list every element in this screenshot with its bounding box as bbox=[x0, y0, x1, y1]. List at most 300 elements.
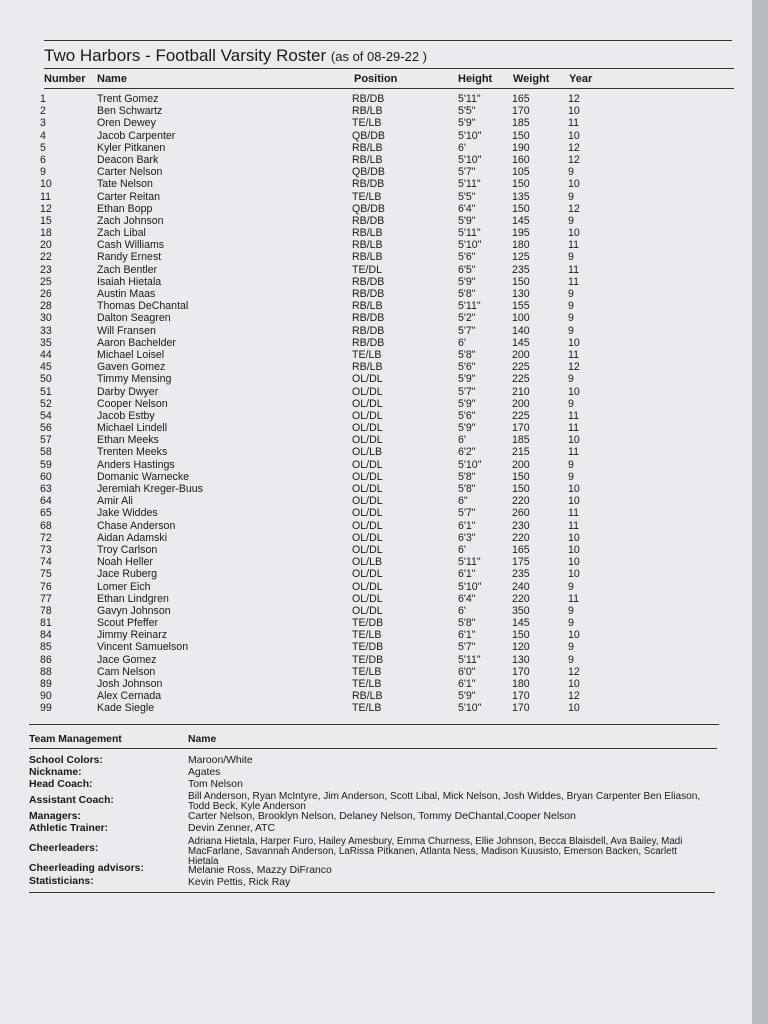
player-number: 63 bbox=[40, 483, 52, 495]
player-year: 9 bbox=[568, 580, 574, 593]
player-year: 12 bbox=[568, 93, 580, 105]
player-name: Jace Ruberg bbox=[97, 568, 158, 581]
player-number: 77 bbox=[40, 592, 52, 605]
player-height: 6' bbox=[458, 336, 466, 349]
player-name: Jimmy Reinarz bbox=[97, 629, 168, 642]
player-position: RB/LB bbox=[352, 690, 383, 703]
player-year: 10 bbox=[568, 129, 580, 142]
roster-row bbox=[40, 495, 680, 507]
roster-row bbox=[40, 434, 680, 446]
roster-row bbox=[40, 702, 680, 714]
player-weight: 130 bbox=[512, 653, 530, 666]
player-weight: 195 bbox=[512, 227, 530, 240]
player-number: 52 bbox=[40, 397, 52, 410]
player-weight: 155 bbox=[512, 300, 530, 313]
statisticians-label: Statisticians: bbox=[29, 876, 94, 887]
player-year: 9 bbox=[568, 653, 574, 666]
player-weight: 225 bbox=[512, 409, 530, 422]
player-weight: 200 bbox=[512, 458, 530, 471]
assistant-coach-label: Assistant Coach: bbox=[29, 795, 114, 806]
management-header-name: Name bbox=[188, 734, 217, 745]
player-weight: 145 bbox=[512, 617, 530, 630]
roster-row bbox=[40, 410, 680, 422]
roster-row bbox=[40, 398, 680, 410]
roster-row bbox=[40, 544, 680, 556]
player-weight: 150 bbox=[512, 483, 530, 495]
player-number: 75 bbox=[40, 568, 52, 581]
player-number: 72 bbox=[40, 531, 52, 544]
roster-row bbox=[40, 617, 680, 629]
player-position: OL/DL bbox=[352, 385, 383, 398]
player-height: 5'6" bbox=[458, 251, 476, 264]
player-weight: 170 bbox=[512, 665, 530, 678]
roster-end-rule bbox=[29, 724, 719, 725]
player-height: 5'6" bbox=[458, 409, 476, 422]
header-name: Name bbox=[97, 73, 127, 85]
player-position: OL/DL bbox=[352, 397, 383, 410]
player-weight: 120 bbox=[512, 641, 530, 654]
player-year: 11 bbox=[568, 446, 579, 459]
player-height: 6' bbox=[458, 604, 466, 617]
player-position: OL/DL bbox=[352, 409, 383, 422]
roster-row bbox=[40, 288, 680, 300]
player-height: 5'9" bbox=[458, 117, 476, 130]
player-name: Carter Reitan bbox=[97, 190, 160, 203]
player-height: 5'7" bbox=[458, 324, 476, 337]
player-weight: 185 bbox=[512, 117, 530, 130]
player-name: Ethan Meeks bbox=[97, 434, 159, 447]
player-weight: 150 bbox=[512, 178, 530, 191]
player-weight: 150 bbox=[512, 202, 530, 215]
player-position: RB/DB bbox=[352, 324, 385, 337]
player-height: 5'5" bbox=[458, 190, 476, 203]
player-position: OL/DL bbox=[352, 568, 383, 581]
roster-row bbox=[40, 654, 680, 666]
player-number: 20 bbox=[40, 239, 52, 252]
roster-row bbox=[40, 349, 680, 361]
player-height: 6'1" bbox=[458, 519, 476, 532]
school-colors-value: Maroon/White bbox=[188, 755, 253, 766]
player-name: Deacon Bark bbox=[97, 153, 159, 166]
roster-row bbox=[40, 361, 680, 373]
player-position: RB/DB bbox=[352, 178, 385, 191]
header-number: Number bbox=[44, 73, 86, 85]
player-weight: 240 bbox=[512, 580, 530, 593]
player-year: 9 bbox=[568, 617, 574, 630]
player-number: 58 bbox=[40, 446, 52, 459]
player-year: 9 bbox=[568, 312, 574, 325]
player-number: 65 bbox=[40, 507, 52, 520]
player-position: RB/LB bbox=[352, 141, 383, 154]
player-height: 6'1" bbox=[458, 629, 476, 642]
player-position: RB/LB bbox=[352, 239, 383, 252]
roster-table bbox=[40, 93, 680, 715]
player-year: 11 bbox=[568, 275, 579, 288]
player-weight: 350 bbox=[512, 604, 530, 617]
player-position: TE/LB bbox=[352, 665, 382, 678]
player-weight: 130 bbox=[512, 288, 530, 300]
page-edge bbox=[752, 0, 768, 1024]
player-position: RB/DB bbox=[352, 214, 385, 227]
player-name: Jacob Carpenter bbox=[97, 129, 176, 142]
player-number: 10 bbox=[40, 178, 52, 191]
roster-row bbox=[40, 581, 680, 593]
player-height: 5'9" bbox=[458, 373, 476, 386]
head-coach-value: Tom Nelson bbox=[188, 779, 243, 790]
player-height: 5'8" bbox=[458, 470, 476, 483]
roster-row bbox=[40, 532, 680, 544]
player-height: 6'1" bbox=[458, 678, 476, 690]
player-height: 5'11" bbox=[458, 227, 481, 240]
roster-row bbox=[40, 507, 680, 519]
roster-row bbox=[40, 520, 680, 532]
player-position: OL/DL bbox=[352, 531, 383, 544]
player-number: 57 bbox=[40, 434, 52, 447]
header-weight: Weight bbox=[513, 73, 550, 85]
player-height: 5'10" bbox=[458, 129, 482, 142]
player-position: RB/DB bbox=[352, 93, 385, 105]
player-number: 2 bbox=[40, 105, 46, 118]
player-year: 10 bbox=[568, 678, 580, 690]
player-weight: 165 bbox=[512, 543, 530, 556]
player-weight: 125 bbox=[512, 251, 530, 264]
player-position: TE/DB bbox=[352, 617, 384, 630]
header-year: Year bbox=[569, 73, 593, 85]
player-year: 11 bbox=[568, 409, 579, 422]
player-weight: 150 bbox=[512, 629, 530, 642]
player-position: RB/LB bbox=[352, 300, 383, 313]
player-name: Isaiah Hietala bbox=[97, 275, 162, 288]
player-number: 26 bbox=[40, 288, 52, 300]
player-position: RB/LB bbox=[352, 227, 383, 240]
roster-row bbox=[40, 191, 680, 203]
player-name: Will Fransen bbox=[97, 324, 156, 337]
player-number: 84 bbox=[40, 629, 52, 642]
player-height: 6' bbox=[458, 434, 466, 447]
player-weight: 260 bbox=[512, 507, 530, 520]
player-weight: 215 bbox=[512, 446, 530, 459]
player-year: 12 bbox=[568, 141, 580, 154]
management-header-label: Team Management bbox=[29, 734, 122, 745]
player-weight: 165 bbox=[512, 93, 530, 105]
player-position: TE/LB bbox=[352, 702, 382, 715]
player-number: 81 bbox=[40, 617, 52, 630]
player-name: Alex Cernada bbox=[97, 690, 162, 703]
player-year: 9 bbox=[568, 397, 574, 410]
player-year: 10 bbox=[568, 227, 580, 240]
player-name: Chase Anderson bbox=[97, 519, 176, 532]
management-rule bbox=[29, 748, 717, 749]
player-year: 10 bbox=[568, 556, 580, 569]
managers-label: Managers: bbox=[29, 811, 81, 822]
player-weight: 145 bbox=[512, 214, 530, 227]
player-number: 74 bbox=[40, 556, 52, 569]
roster-row bbox=[40, 215, 680, 227]
player-year: 10 bbox=[568, 495, 580, 508]
player-position: OL/DL bbox=[352, 519, 383, 532]
player-year: 11 bbox=[568, 507, 579, 520]
roster-row bbox=[40, 641, 680, 653]
cheer-advisors-label: Cheerleading advisors: bbox=[29, 863, 144, 874]
player-position: OL/DL bbox=[352, 580, 383, 593]
player-number: 1 bbox=[40, 93, 46, 105]
player-position: RB/LB bbox=[352, 153, 383, 166]
roster-row bbox=[40, 130, 680, 142]
roster-row bbox=[40, 325, 680, 337]
roster-row bbox=[40, 312, 680, 324]
player-position: QB/DB bbox=[352, 166, 385, 179]
roster-row bbox=[40, 276, 680, 288]
player-position: RB/LB bbox=[352, 251, 383, 264]
roster-row bbox=[40, 227, 680, 239]
assistant-coach-line-2: Todd Beck, Kyle Anderson bbox=[188, 801, 306, 812]
player-year: 10 bbox=[568, 543, 580, 556]
player-position: QB/DB bbox=[352, 202, 385, 215]
assistant-coach-line-1: Bill Anderson, Ryan McIntyre, Jim Anderson, Scott Libal, Mick Nelson, Josh Widdes, Bryan Carpenter Ben Eliason, bbox=[188, 791, 701, 802]
player-weight: 235 bbox=[512, 568, 530, 581]
player-weight: 170 bbox=[512, 422, 530, 435]
player-number: 45 bbox=[40, 361, 52, 374]
player-year: 10 bbox=[568, 105, 580, 118]
player-name: Kade Siegle bbox=[97, 702, 155, 715]
player-height: 5'8" bbox=[458, 483, 476, 495]
roster-row bbox=[40, 556, 680, 568]
player-position: OL/DL bbox=[352, 434, 383, 447]
roster-row bbox=[40, 93, 680, 105]
player-number: 44 bbox=[40, 348, 52, 361]
cheerleaders-line-2: MacFarlane, Savannah Anderson, LaRissa Pitkanen, Atlanta Ness, Madison Kuusisto, Emerson Backen, Scarlett bbox=[188, 846, 678, 857]
player-weight: 150 bbox=[512, 275, 530, 288]
player-number: 78 bbox=[40, 604, 52, 617]
player-weight: 175 bbox=[512, 556, 530, 569]
player-position: RB/LB bbox=[352, 105, 383, 118]
player-year: 11 bbox=[568, 592, 579, 605]
player-weight: 100 bbox=[512, 312, 530, 325]
player-year: 9 bbox=[568, 190, 574, 203]
player-name: Gavyn Johnson bbox=[97, 604, 171, 617]
player-weight: 235 bbox=[512, 263, 530, 276]
player-height: 5'9" bbox=[458, 422, 476, 435]
roster-row bbox=[40, 568, 680, 580]
managers-value: Carter Nelson, Brooklyn Nelson, Delaney Nelson, Tommy DeChantal,Cooper Nelson bbox=[188, 811, 576, 822]
player-year: 10 bbox=[568, 629, 580, 642]
player-number: 4 bbox=[40, 129, 46, 142]
player-position: QB/DB bbox=[352, 129, 385, 142]
roster-row bbox=[40, 373, 680, 385]
roster-row bbox=[40, 142, 680, 154]
player-position: OL/DL bbox=[352, 373, 383, 386]
player-number: 76 bbox=[40, 580, 52, 593]
player-year: 10 bbox=[568, 434, 580, 447]
player-position: OL/DL bbox=[352, 470, 383, 483]
player-name: Domanic Warnecke bbox=[97, 470, 190, 483]
player-weight: 220 bbox=[512, 531, 530, 544]
roster-row bbox=[40, 483, 680, 495]
player-year: 10 bbox=[568, 483, 580, 495]
athletic-trainer-label: Athletic Trainer: bbox=[29, 823, 109, 834]
player-year: 9 bbox=[568, 373, 574, 386]
player-weight: 230 bbox=[512, 519, 530, 532]
player-number: 25 bbox=[40, 275, 52, 288]
roster-row bbox=[40, 239, 680, 251]
player-year: 9 bbox=[568, 641, 574, 654]
cheerleaders-line-1: Adriana Hietala, Harper Furo, Hailey Amesbury, Emma Churness, Ellie Johnson, Becca Blaisdell, Ava Bailey, Madi bbox=[188, 836, 683, 847]
roster-row bbox=[40, 178, 680, 190]
header-position: Position bbox=[354, 73, 398, 85]
player-weight: 135 bbox=[512, 190, 530, 203]
player-weight: 150 bbox=[512, 470, 530, 483]
roster-row bbox=[40, 117, 680, 129]
player-name: Cash Williams bbox=[97, 239, 165, 252]
player-position: OL/DL bbox=[352, 422, 383, 435]
roster-row bbox=[40, 154, 680, 166]
player-height: 6' bbox=[458, 141, 466, 154]
player-height: 5'9" bbox=[458, 690, 476, 703]
player-year: 12 bbox=[568, 361, 580, 374]
player-year: 11 bbox=[568, 519, 579, 532]
nickname-value: Agates bbox=[188, 767, 221, 778]
player-name: Trent Gomez bbox=[97, 93, 159, 105]
school-colors-label: School Colors: bbox=[29, 755, 103, 766]
player-year: 9 bbox=[568, 604, 574, 617]
player-weight: 145 bbox=[512, 336, 530, 349]
player-name: Jacob Estby bbox=[97, 409, 155, 422]
player-height: 5'7" bbox=[458, 385, 476, 398]
player-number: 89 bbox=[40, 678, 52, 690]
player-name: Jake Widdes bbox=[97, 507, 158, 520]
player-position: OL/DL bbox=[352, 592, 383, 605]
roster-row bbox=[40, 105, 680, 117]
player-height: 6'4" bbox=[458, 592, 476, 605]
player-year: 9 bbox=[568, 458, 574, 471]
page-title bbox=[44, 46, 427, 66]
player-number: 30 bbox=[40, 312, 52, 325]
player-name: Ethan Bopp bbox=[97, 202, 153, 215]
player-height: 5'7" bbox=[458, 641, 476, 654]
roster-row bbox=[40, 471, 680, 483]
player-height: 6'3" bbox=[458, 531, 476, 544]
player-number: 90 bbox=[40, 690, 52, 703]
player-year: 11 bbox=[568, 422, 579, 435]
player-position: TE/DB bbox=[352, 653, 384, 666]
player-name: Randy Ernest bbox=[97, 251, 162, 264]
player-name: Ethan Lindgren bbox=[97, 592, 169, 605]
player-height: 5'9" bbox=[458, 214, 476, 227]
player-height: 5'11" bbox=[458, 653, 481, 666]
player-position: RB/DB bbox=[352, 288, 385, 300]
player-position: TE/DB bbox=[352, 641, 384, 654]
player-weight: 180 bbox=[512, 678, 530, 690]
roster-row bbox=[40, 690, 680, 702]
player-name: Cooper Nelson bbox=[97, 397, 168, 410]
roster-row bbox=[40, 422, 680, 434]
player-height: 5'8" bbox=[458, 617, 476, 630]
athletic-trainer-value: Devin Zenner, ATC bbox=[188, 823, 276, 834]
roster-row bbox=[40, 337, 680, 349]
player-number: 12 bbox=[40, 202, 52, 215]
player-name: Tate Nelson bbox=[97, 178, 153, 191]
player-height: 5'7" bbox=[458, 507, 476, 520]
player-height: 5'5" bbox=[458, 105, 476, 118]
player-number: 35 bbox=[40, 336, 52, 349]
player-name: Dalton Seagren bbox=[97, 312, 171, 325]
player-name: Carter Nelson bbox=[97, 166, 163, 179]
top-rule bbox=[44, 40, 732, 41]
player-position: OL/DL bbox=[352, 604, 383, 617]
player-weight: 140 bbox=[512, 324, 530, 337]
player-name: Thomas DeChantal bbox=[97, 300, 189, 313]
player-name: Michael Loisel bbox=[97, 348, 165, 361]
player-position: TE/LB bbox=[352, 678, 382, 690]
player-year: 10 bbox=[568, 531, 580, 544]
player-name: Gaven Gomez bbox=[97, 361, 166, 374]
player-height: 6' bbox=[458, 543, 466, 556]
player-year: 11 bbox=[568, 263, 579, 276]
roster-row bbox=[40, 386, 680, 398]
player-name: Zach Bentler bbox=[97, 263, 158, 276]
player-height: 5'8" bbox=[458, 348, 476, 361]
player-position: TE/LB bbox=[352, 629, 382, 642]
roster-row bbox=[40, 605, 680, 617]
player-height: 5'9" bbox=[458, 397, 476, 410]
player-name: Darby Dwyer bbox=[97, 385, 159, 398]
roster-row bbox=[40, 629, 680, 641]
player-number: 6 bbox=[40, 153, 46, 166]
player-name: Oren Dewey bbox=[97, 117, 156, 130]
player-position: TE/LB bbox=[352, 117, 382, 130]
roster-row bbox=[40, 593, 680, 605]
player-year: 12 bbox=[568, 202, 580, 215]
player-weight: 170 bbox=[512, 690, 530, 703]
player-height: 5'6" bbox=[458, 361, 476, 374]
player-height: 5'2" bbox=[458, 312, 476, 325]
date-note: (as of 08-29-22 ) bbox=[330, 49, 428, 64]
player-number: 99 bbox=[40, 702, 52, 715]
player-weight: 220 bbox=[512, 592, 530, 605]
player-year: 9 bbox=[568, 324, 574, 337]
player-weight: 150 bbox=[512, 129, 530, 142]
player-position: OL/DL bbox=[352, 458, 383, 471]
player-name: Aidan Adamski bbox=[97, 531, 168, 544]
player-name: Troy Carlson bbox=[97, 543, 158, 556]
player-name: Kyler Pitkanen bbox=[97, 141, 166, 154]
player-height: 5'11" bbox=[458, 300, 481, 313]
player-name: Trenten Meeks bbox=[97, 446, 168, 459]
cheerleaders-label: Cheerleaders: bbox=[29, 843, 99, 854]
player-number: 60 bbox=[40, 470, 52, 483]
player-year: 10 bbox=[568, 385, 580, 398]
player-year: 11 bbox=[568, 239, 579, 252]
player-height: 5'11" bbox=[458, 178, 481, 191]
player-number: 18 bbox=[40, 227, 52, 240]
player-number: 86 bbox=[40, 653, 52, 666]
roster-row bbox=[40, 446, 680, 458]
player-year: 12 bbox=[568, 665, 580, 678]
player-name: Austin Maas bbox=[97, 288, 156, 300]
player-number: 56 bbox=[40, 422, 52, 435]
player-name: Zach Johnson bbox=[97, 214, 164, 227]
player-number: 64 bbox=[40, 495, 52, 508]
player-number: 51 bbox=[40, 385, 52, 398]
player-name: Josh Johnson bbox=[97, 678, 163, 690]
player-number: 22 bbox=[40, 251, 52, 264]
roster-row bbox=[40, 678, 680, 690]
player-weight: 170 bbox=[512, 702, 530, 715]
player-year: 12 bbox=[568, 153, 580, 166]
player-weight: 220 bbox=[512, 495, 530, 508]
player-weight: 105 bbox=[512, 166, 530, 179]
player-number: 50 bbox=[40, 373, 52, 386]
